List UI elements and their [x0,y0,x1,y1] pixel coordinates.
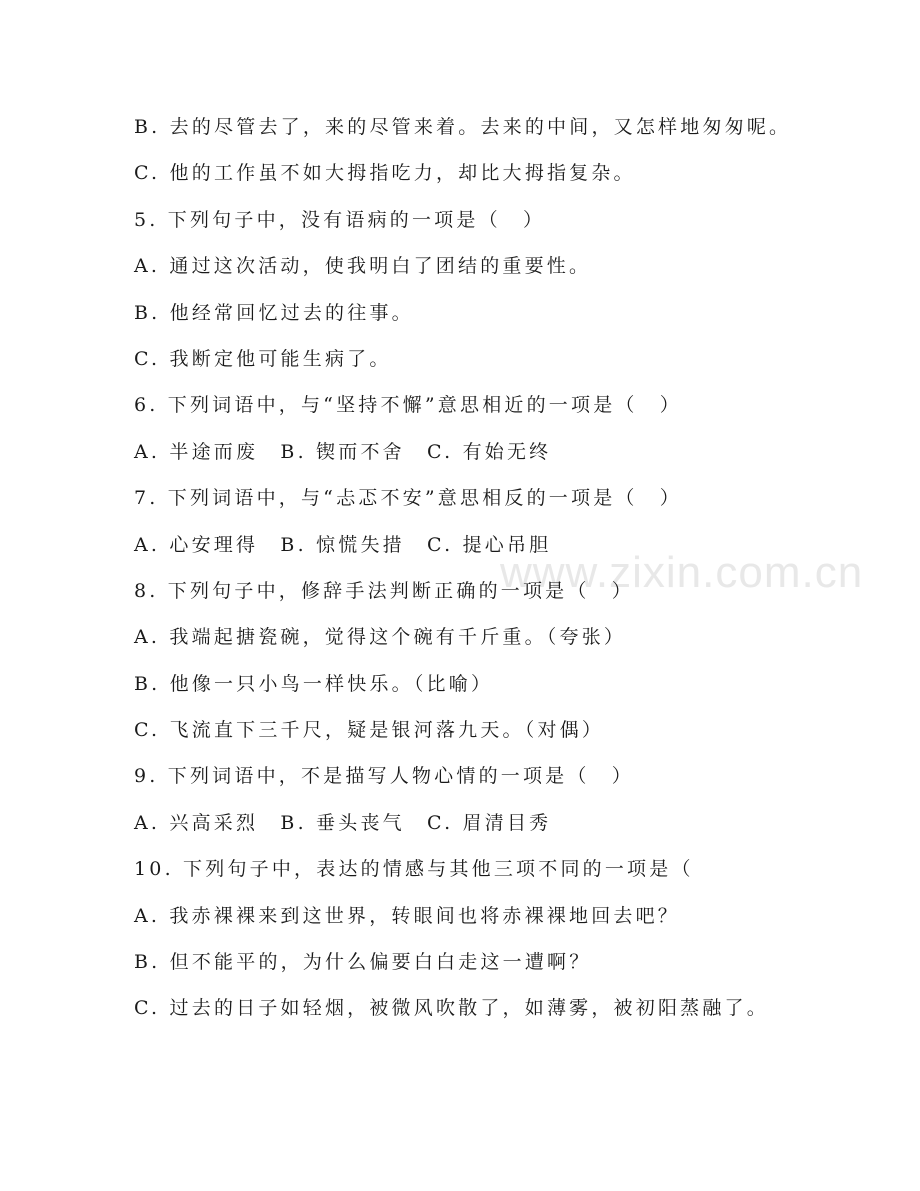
question-5: 5. 下列句子中，没有语病的一项是（ ） [134,208,546,231]
option-line: C. 飞流直下三千尺，疑是银河落九天。（对偶） [134,719,605,742]
option-line: A. 半途而废 B. 锲而不舍 C. 有始无终 [134,440,552,463]
option-line: A. 兴高采烈 B. 垂头丧气 C. 眉清目秀 [134,811,552,834]
option-line: A. 通过这次活动，使我明白了团结的重要性。 [134,255,592,278]
question-6: 6. 下列词语中，与“坚持不懈”意思相近的一项是（ ） [134,394,682,417]
text-line: B. 去的尽管去了，来的尽管来着。去来的中间，又怎样地匆匆呢。 [134,116,792,138]
question-7: 7. 下列词语中，与“忐忑不安”意思相反的一项是（ ） [134,487,682,510]
option-line: C. 我断定他可能生病了。 [134,347,392,370]
question-lines [134,104,874,1032]
question-9: 9. 下列词语中，不是描写人物心情的一项是（ ） [134,765,634,788]
option-line: A. 心安理得 B. 惊慌失措 C. 提心吊胆 [134,533,552,556]
option-line: C. 过去的日子如轻烟，被微风吹散了，如薄雾，被初阳蒸融了。 [134,997,769,1020]
text-line: C. 他的工作虽不如大拇指吃力，却比大拇指复杂。 [134,162,636,185]
option-line: A. 我端起搪瓷碗，觉得这个碗有千斤重。（夸张） [134,626,627,649]
option-line: A. 我赤裸裸来到这世界，转眼间也将赤裸裸地回去吧？ [134,904,681,927]
question-10: 10. 下列句子中，表达的情感与其他三项不同的一项是（ [134,858,694,881]
option-line: B. 他像一只小鸟一样快乐。（比喻） [134,672,494,695]
question-8: 8. 下列句子中，修辞手法判断正确的一项是（ ） [134,579,634,602]
watermark: www.zixin.com.cn [500,548,864,597]
option-line: B. 他经常回忆过去的往事。 [134,301,414,324]
option-line: B. 但不能平的，为什么偏要白白走这一遭啊？ [134,951,592,974]
